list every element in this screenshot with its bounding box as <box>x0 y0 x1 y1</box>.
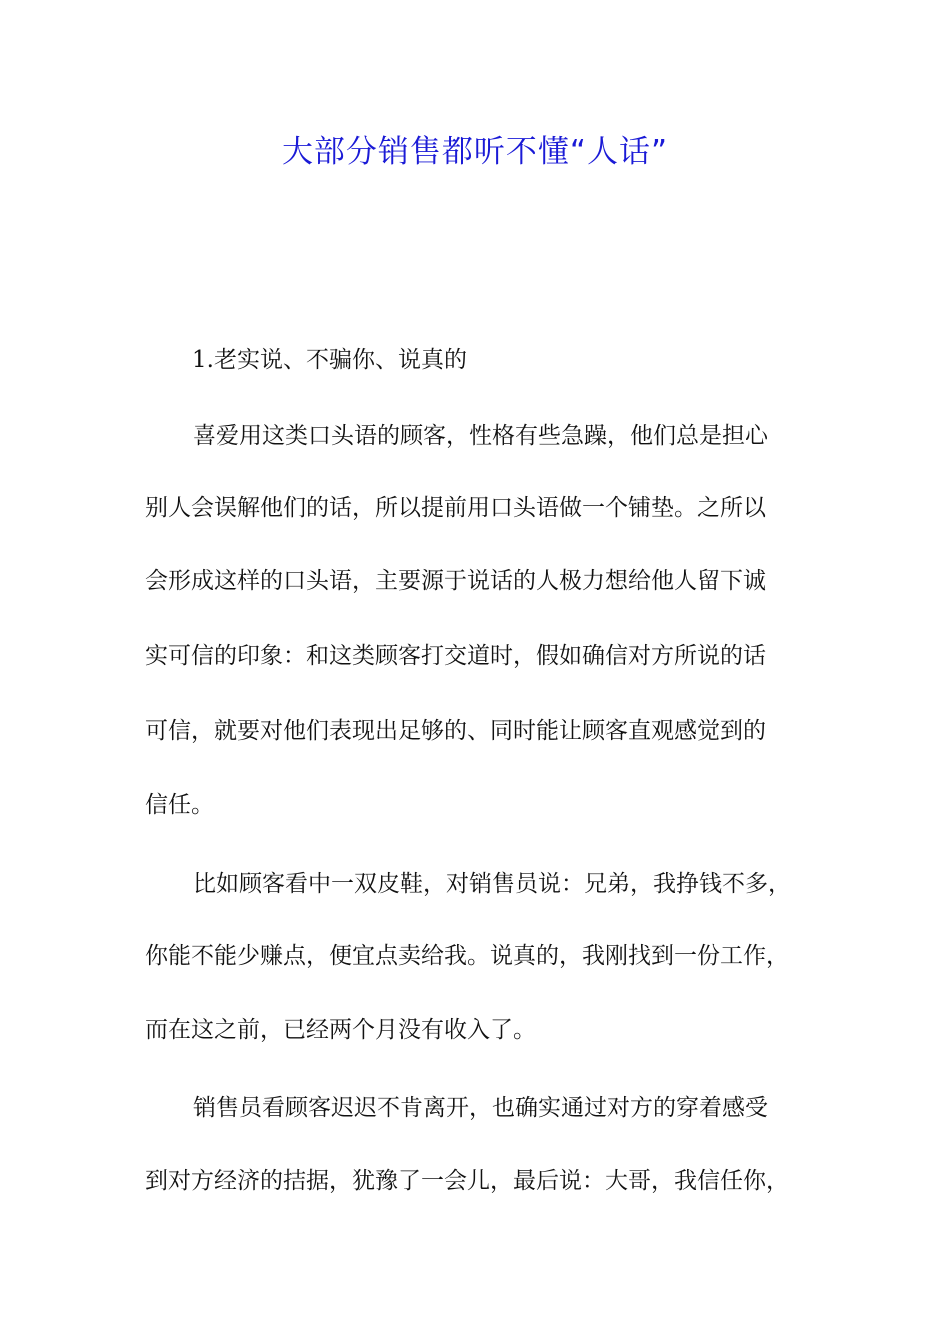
document-title: 大部分销售都听不懂“人话” <box>281 134 669 170</box>
paragraph-line: 实可信的印象：和这类顾客打交道时，假如确信对方所说的话 <box>145 643 766 669</box>
paragraph-line: 比如顾客看中一双皮鞋，对销售员说：兄弟，我挣钱不多， <box>193 871 791 897</box>
paragraph-line: 到对方经济的拮据，犹豫了一会儿，最后说：大哥，我信任你， <box>145 1168 789 1194</box>
paragraph-line: 信任。 <box>145 792 214 818</box>
section-heading: 1.老实说、不骗你、说真的 <box>192 347 467 373</box>
paragraph-line: 销售员看顾客迟迟不肯离开，也确实通过对方的穿着感受 <box>193 1095 768 1121</box>
paragraph-line: 而在这之前，已经两个月没有收入了。 <box>145 1017 536 1043</box>
paragraph-line: 会形成这样的口头语，主要源于说话的人极力想给他人留下诚 <box>145 568 766 594</box>
paragraph-line: 你能不能少赚点，便宜点卖给我。说真的，我刚找到一份工作， <box>145 943 789 969</box>
paragraph-line: 别人会误解他们的话，所以提前用口头语做一个铺垫。之所以 <box>145 495 766 521</box>
paragraph-line: 喜爱用这类口头语的顾客，性格有些急躁，他们总是担心 <box>193 423 768 449</box>
paragraph-line: 可信，就要对他们表现出足够的、同时能让顾客直观感觉到的 <box>145 718 766 744</box>
